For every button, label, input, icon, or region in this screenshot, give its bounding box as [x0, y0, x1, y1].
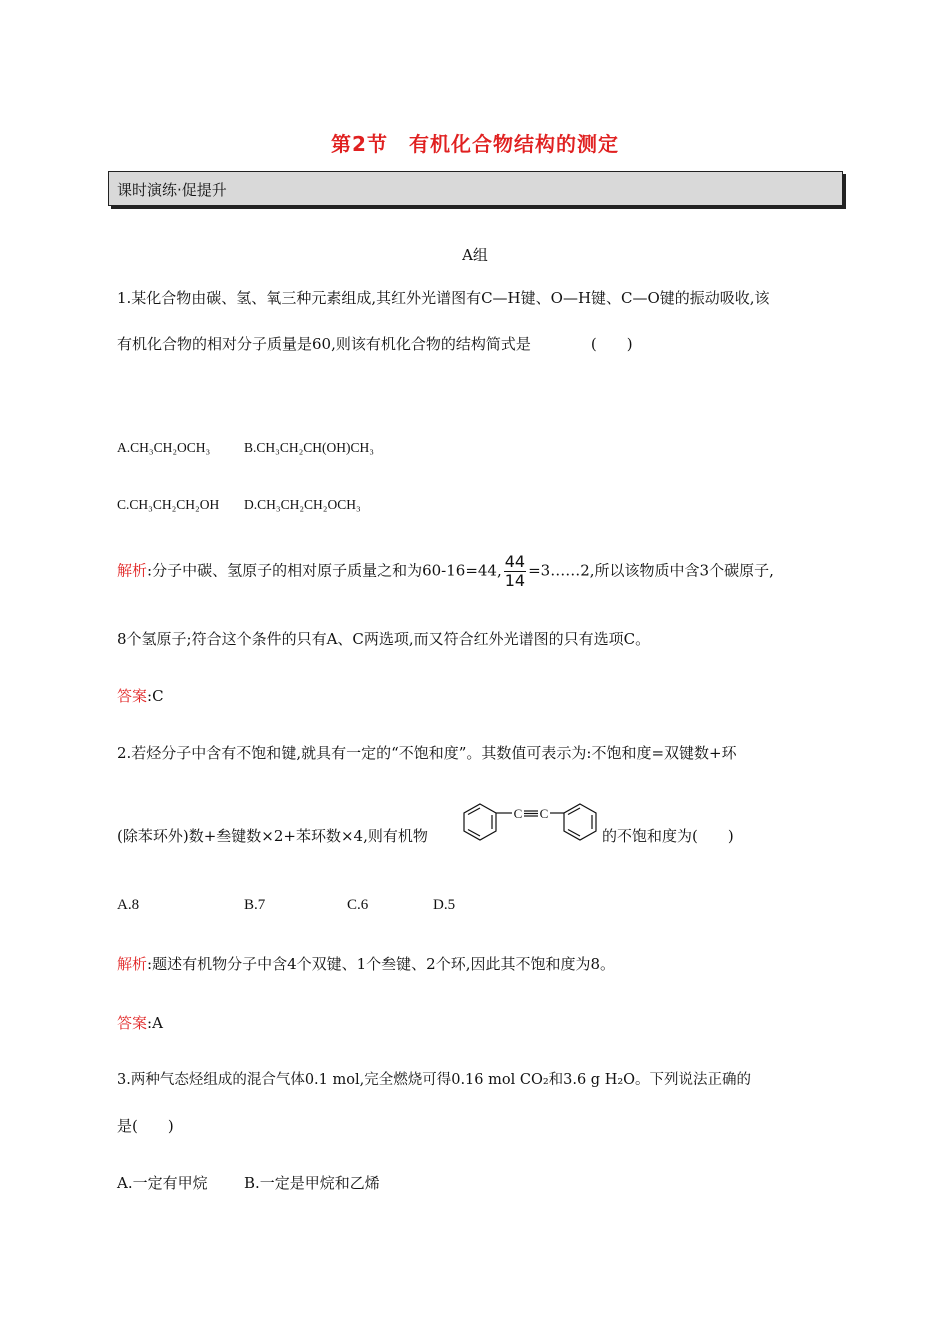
q1-fraction-numerator: 44: [504, 552, 526, 571]
q2-stem-line1: 2.若烃分子中含有不饱和键,就具有一定的“不饱和度”。其数值可表示为:不饱和度=双键数+环: [117, 744, 737, 762]
q2-answer-label: 答案: [117, 1014, 148, 1032]
q2-analysis-text: :题述有机物分子中含4个双键、1个叁键、2个环,因此其不饱和度为8。: [147, 955, 616, 973]
q1-analysis-text-b: =3……2,所以该物质中含3个碳原子,: [528, 561, 774, 580]
q1-answer-label: 答案: [117, 687, 148, 705]
q1-option-c: C.CH₃CH₂CH₂OH: [117, 497, 220, 512]
q2-option-c: C.6: [347, 897, 369, 913]
q1-stem-line2: 有机化合物的相对分子质量是60,则该有机化合物的结构简式是 ( ): [117, 335, 633, 353]
q1-analysis-text-a: :分子中碳、氢原子的相对原子质量之和为60-16=44,: [147, 561, 502, 580]
q2-stem-line2b: 的不饱和度为( ): [602, 827, 734, 845]
q1-fraction: [504, 553, 526, 590]
q1-answer: [117, 685, 164, 706]
q3-stem-line2: 是( ): [117, 1117, 174, 1135]
section-banner: [108, 171, 843, 206]
q3-stem-line1: 3.两种气态烃组成的混合气体0.1 mol,完全燃烧可得0.16 mol CO₂和3.6 g H₂O。下列说法正确的: [117, 1072, 752, 1088]
group-heading: A组: [462, 246, 488, 264]
q2-analysis: [117, 953, 615, 974]
q1-option-a: A.CH₃CH₂OCH₃: [117, 440, 211, 455]
q3-option-a: A.一定有甲烷: [117, 1174, 208, 1192]
q2-option-b: B.7: [244, 897, 266, 913]
q2-option-d: D.5: [433, 897, 456, 913]
q2-option-a: A.8: [117, 897, 140, 913]
q1-analysis-line1: [117, 553, 774, 590]
q1-stem-line1: 1.某化合物由碳、氢、氧三种元素组成,其红外光谱图有C—H键、O—H键、C—O键的振动吸收,该: [117, 289, 770, 307]
diphenylacetylene-structure: [462, 800, 598, 848]
right-benzene-ring: [564, 804, 596, 840]
q1-option-d: D.CH₃CH₂CH₂OCH₃: [244, 497, 361, 512]
q2-answer-value: :A: [147, 1014, 163, 1032]
carbon-label-1: C: [513, 806, 523, 821]
q1-analysis-label: 解析: [117, 561, 148, 580]
q2-answer: [117, 1012, 163, 1033]
q1-answer-value: :C: [147, 687, 164, 705]
carbon-label-2: C: [539, 806, 549, 821]
q1-analysis-line2: 8个氢原子;符合这个条件的只有A、C两选项,而又符合红外光谱图的只有选项C。: [117, 630, 651, 648]
q1-option-b: B.CH₃CH₂CH(OH)CH₃: [244, 440, 375, 455]
q3-option-b: B.一定是甲烷和乙烯: [244, 1174, 380, 1192]
left-benzene-ring: [464, 804, 496, 840]
banner-label: 课时演练·促提升: [117, 181, 227, 199]
q1-fraction-denominator: 14: [504, 571, 526, 590]
q2-stem-line2a: (除苯环外)数+叁键数×2+苯环数×4,则有机物: [117, 827, 428, 845]
q2-analysis-label: 解析: [117, 955, 148, 973]
page-title: 第2节 有机化合物结构的测定: [331, 132, 619, 156]
